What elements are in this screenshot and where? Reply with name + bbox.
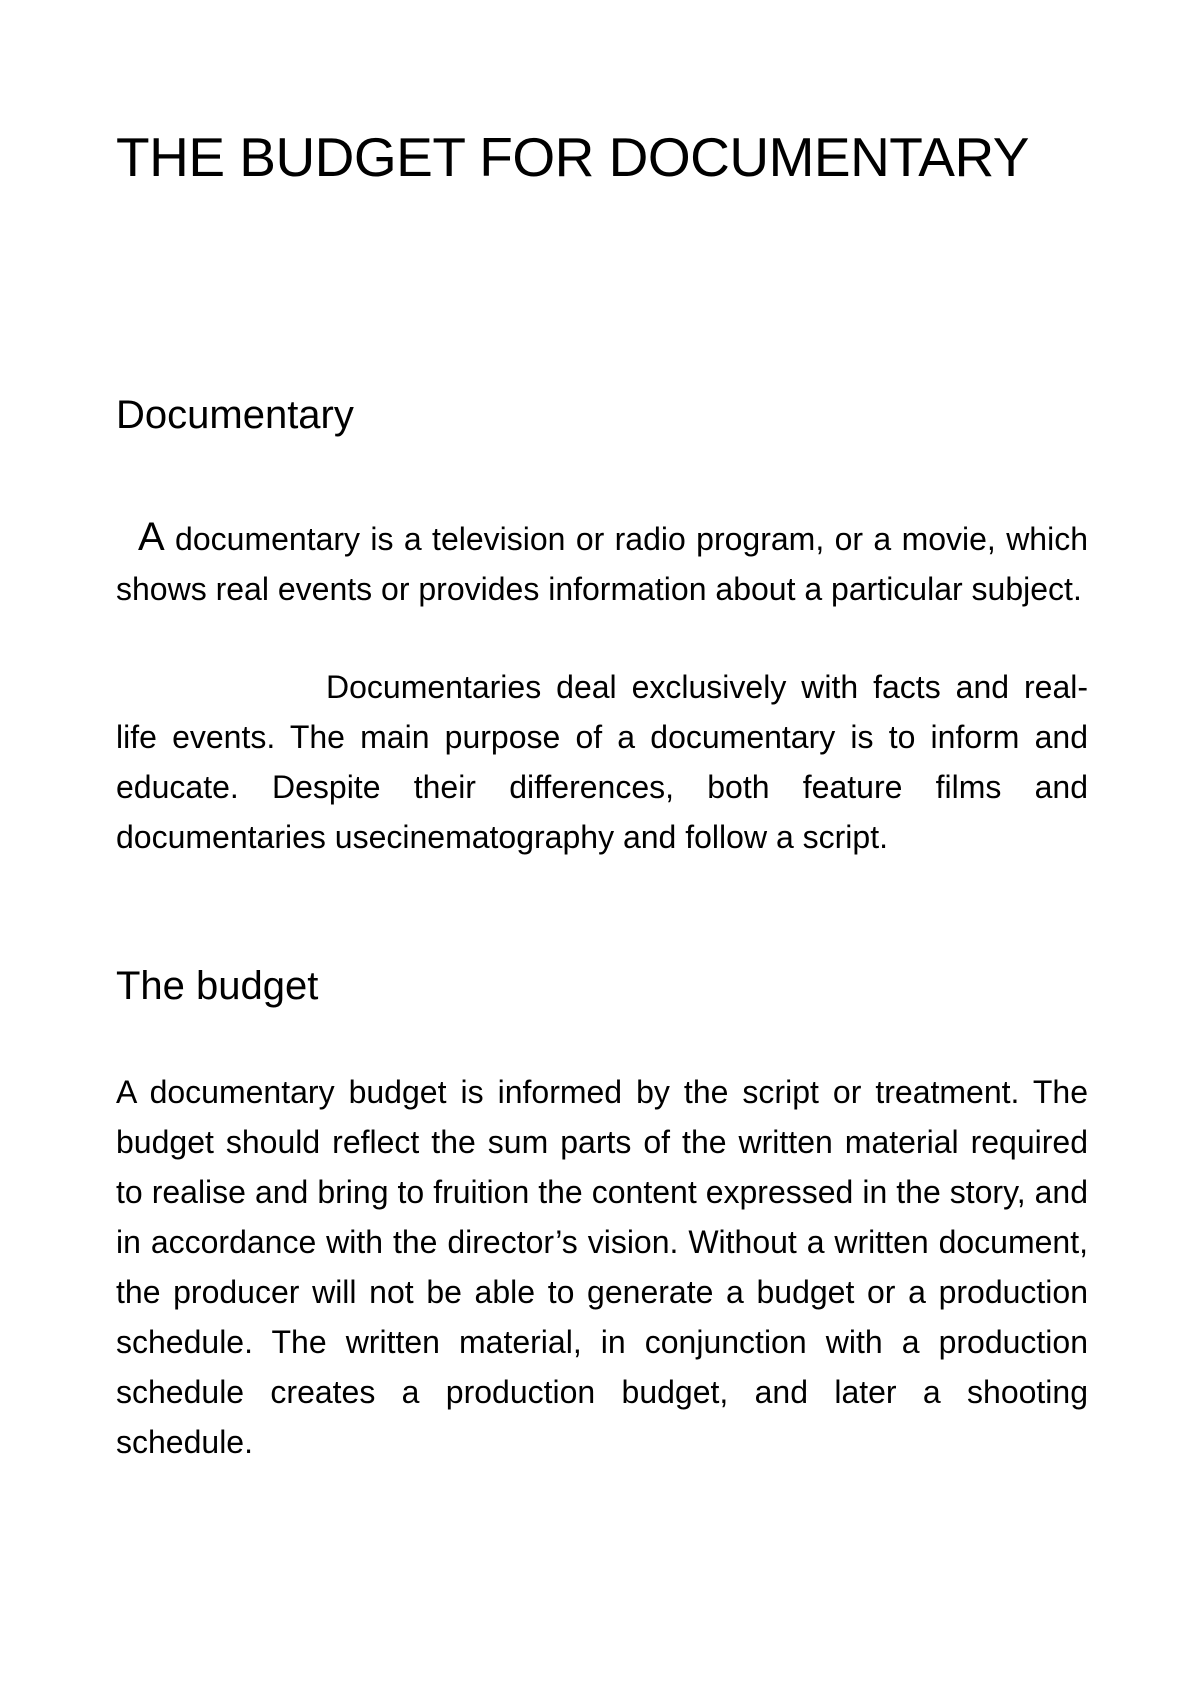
section-heading-documentary: Documentary <box>116 393 354 437</box>
paragraph-budget: A documentary budget is informed by the script or treatment. The budget should reflect the sum parts of the written material required to realise and bring to fruition the content expressed in the story, and in accordance with the director’s vision. Without a written document, the producer will not be able to generate a budget or a production schedule. The written material, in conjunction with a production schedule creates a production budget, and later a shooting schedule. <box>116 1074 1088 1460</box>
document-title: THE BUDGET FOR DOCUMENTARY <box>116 126 1029 188</box>
paragraph-documentary-definition <box>116 512 1088 614</box>
paragraph-first-letter: A <box>138 515 165 559</box>
paragraph-documentary-purpose: Documentaries deal exclusively with facts and real-life events. The main purpose of a documentary is to inform and educate. Despite their differences, both feature films and documentaries usecinematography and follow a script. <box>116 669 1088 855</box>
section-heading-budget: The budget <box>116 964 319 1008</box>
paragraph-text: documentary is a television or radio program, or a movie, which shows real events or provides information about a particular subject. <box>116 521 1088 607</box>
